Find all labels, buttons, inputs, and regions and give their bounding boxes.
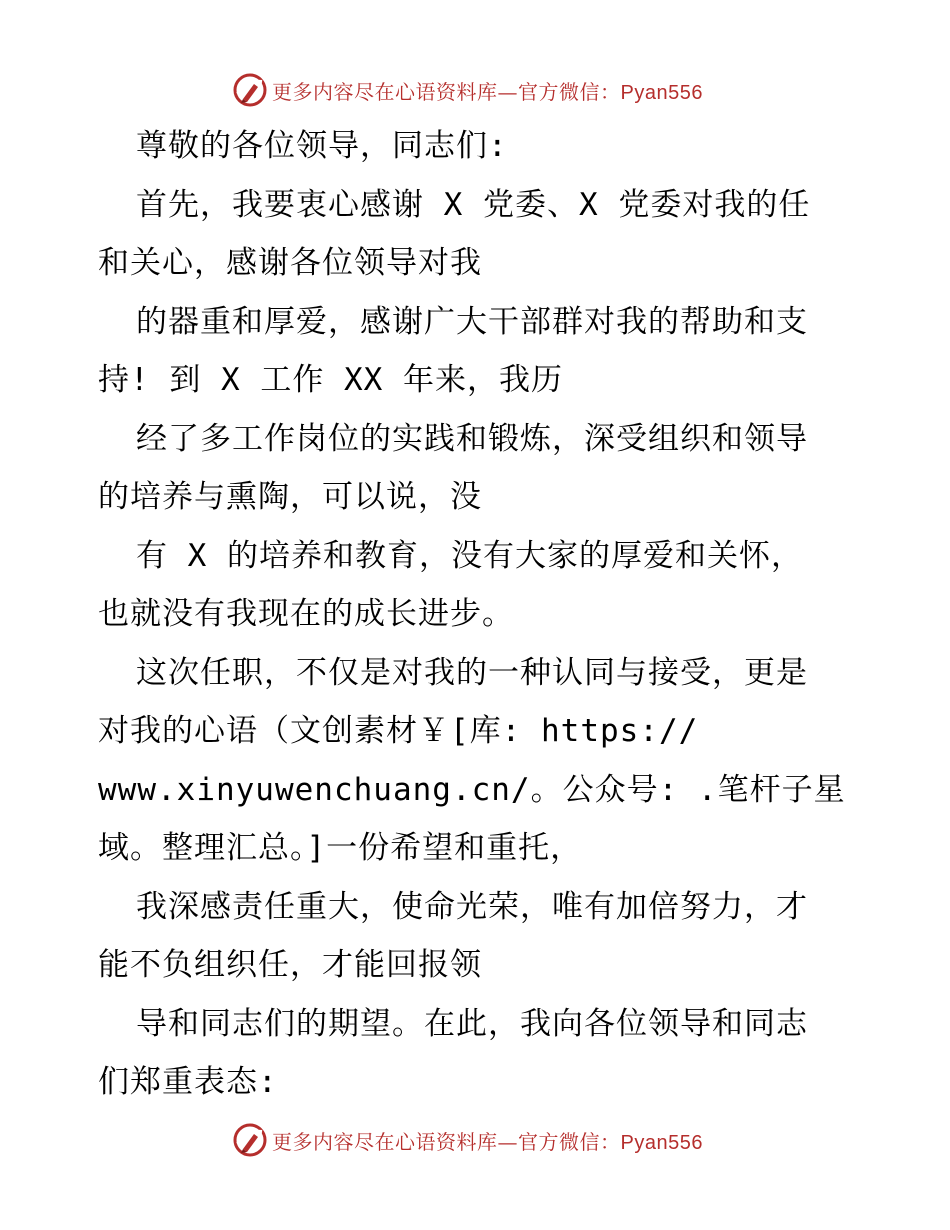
- body-line: www.xinyuwenchuang.cn/。公众号: .笔杆子星: [98, 772, 846, 808]
- watermark-prefix: 更多内容尽在心语资料库: [272, 1129, 498, 1154]
- pen-logo-icon: [232, 1122, 268, 1158]
- watermark-banner-bottom: [232, 1120, 703, 1160]
- watermark-wechat-id: Pyan556: [620, 81, 703, 104]
- watermark-official: 官方微信：: [518, 1129, 621, 1154]
- body-line: 能不负组织任，才能回报领: [98, 947, 482, 983]
- body-line: 有 X 的培养和教育，没有大家的厚爱和关怀，: [136, 538, 803, 574]
- body-line: 尊敬的各位领导，同志们:: [136, 128, 508, 164]
- watermark-dash: —: [497, 79, 518, 104]
- body-line: 域。整理汇总。]一份希望和重托，: [98, 830, 583, 866]
- body-line: 也就没有我现在的成长进步。: [98, 596, 514, 632]
- body-line: 持! 到 X 工作 XX 年来，我历: [98, 362, 563, 398]
- watermark-banner-top: [232, 70, 703, 110]
- body-line: 首先，我要衷心感谢 X 党委、X 党委对我的任: [136, 187, 811, 223]
- body-line: 经了多工作岗位的实践和锻炼，深受组织和领导: [136, 421, 808, 457]
- body-line: 我深感责任重大，使命光荣，唯有加倍努力，才: [136, 889, 808, 925]
- pen-logo-icon: [232, 72, 268, 108]
- watermark-dash: —: [497, 1129, 518, 1154]
- watermark-wechat-id: Pyan556: [620, 1131, 703, 1154]
- body-line: 的器重和厚爱，感谢广大干部群对我的帮助和支: [136, 304, 808, 340]
- body-line: 对我的心语（文创素材￥[库: https://: [98, 713, 699, 749]
- watermark-text: [272, 1126, 703, 1155]
- body-line: 导和同志们的期望。在此，我向各位领导和同志: [136, 1006, 808, 1042]
- body-line: 和关心，感谢各位领导对我: [98, 245, 482, 281]
- body-line: 这次任职，不仅是对我的一种认同与接受，更是: [136, 655, 808, 691]
- body-line: 们郑重表态:: [98, 1064, 278, 1100]
- watermark-prefix: 更多内容尽在心语资料库: [272, 79, 498, 104]
- watermark-official: 官方微信：: [518, 79, 621, 104]
- body-line: 的培养与熏陶，可以说，没: [98, 479, 482, 515]
- watermark-text: [272, 76, 703, 105]
